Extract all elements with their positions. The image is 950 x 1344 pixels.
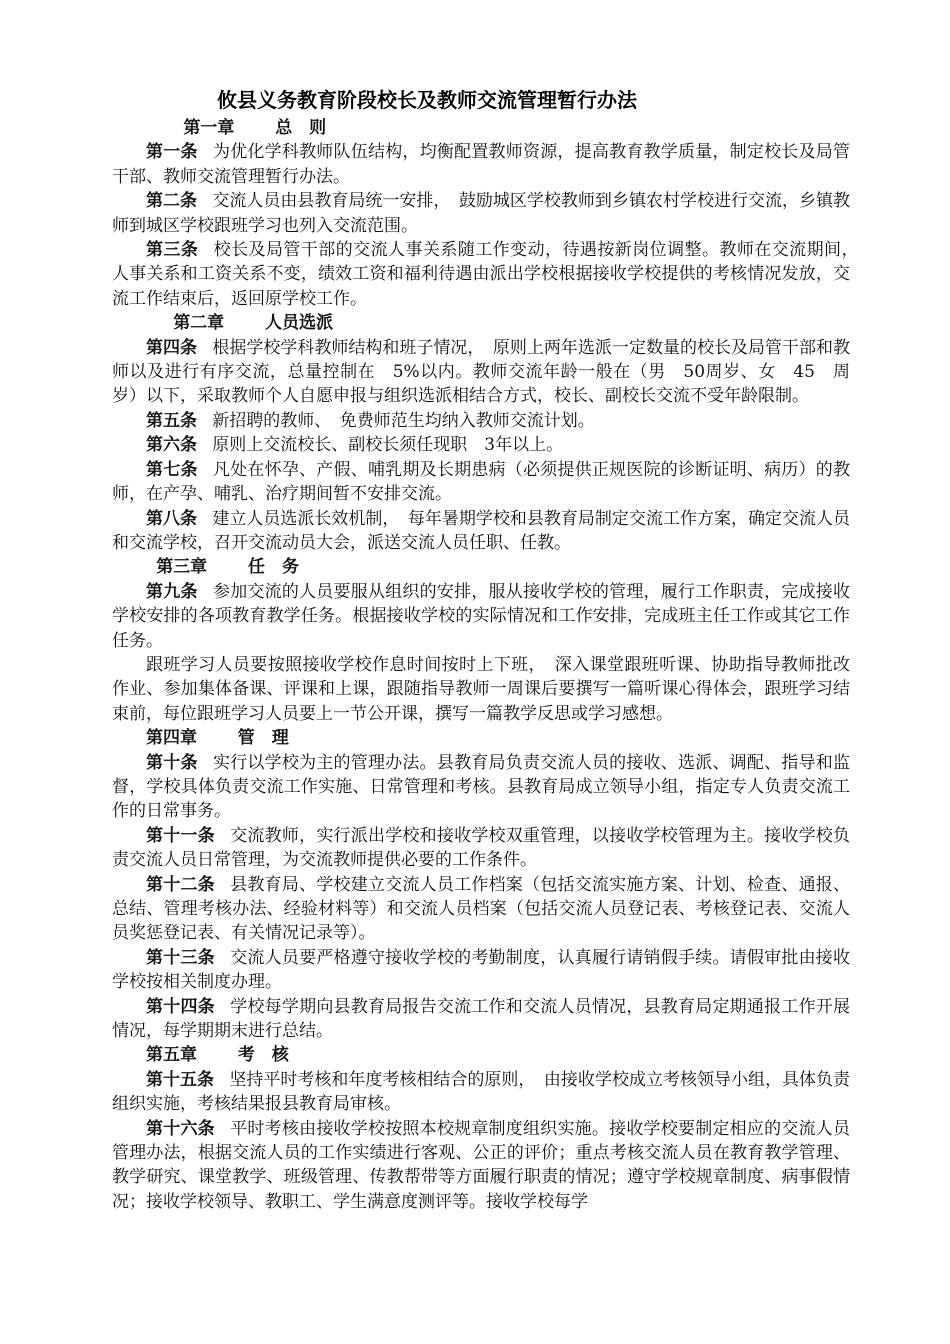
document-page	[112, 84, 868, 1214]
article-paragraph	[112, 433, 850, 457]
chapter-title: 人员选派	[264, 313, 333, 334]
article-text: 建立人员选派长效机制， 每年暑期学校和县教育局制定交流工作方案，确定交流人员和交流学校，召开交流动员大会，派送交流人员任职、任教。	[112, 508, 850, 553]
article-number: 第六条	[146, 435, 197, 456]
chapter-heading	[112, 116, 850, 140]
article-text: 为优化学科教师队伍结构，均衡配置教师资源，提高教育教学质量，制定校长及局管干部、教师交流管理暂行办法。	[112, 142, 851, 187]
article-number: 第五条	[146, 410, 197, 431]
chapter-number: 第五章	[146, 1045, 197, 1066]
article-number: 第二条	[146, 191, 198, 212]
article-paragraph	[112, 458, 850, 507]
article-paragraph	[112, 336, 850, 409]
article-number: 第十三条	[146, 947, 215, 968]
article-paragraph	[112, 140, 850, 189]
article-number: 第十条	[146, 752, 198, 773]
chapter-title: 管 理	[237, 728, 289, 749]
chapter-title: 总 则	[275, 118, 327, 138]
article-number: 第七条	[146, 459, 198, 480]
article-text: 交流人员由县教育局统一安排， 鼓励城区学校教师到乡镇农村学校进行交流，乡镇教师到城区学校跟班学习也列入交流范围。	[112, 191, 850, 236]
article-paragraph	[112, 946, 850, 995]
article-text: 参加交流的人员要服从组织的安排，服从接收学校的管理，履行工作职责，完成接收学校安排的各项教育教学任务。根据接收学校的实际情况和工作安排，完成班主任工作或其它工作任务。	[112, 581, 851, 651]
article-paragraph	[112, 873, 850, 946]
body-paragraph: 跟班学习人员要按照接收学校作息时间按时上下班， 深入课堂跟班听课、协助指导教师批改作业、参加集体备课、评课和上课，跟随指导教师一周课后要撰写一篇听课心得体会，跟班学习结束前，每位跟班学习人员要上一节公开课，撰写一篇教学反思或学习感想。	[112, 654, 850, 724]
article-paragraph	[112, 751, 850, 824]
article-paragraph	[112, 580, 850, 653]
article-number: 第九条	[146, 581, 198, 602]
article-text: 校长及局管干部的交流人事关系随工作变动，待遇按新岗位调整。教师在交流期间， 人事关系和工资关系不变，绩效工资和福利待遇由派出学校根据接收学校提供的考核情况发放，交流工作结束后，返回原学校工作。	[112, 240, 868, 309]
chapter-number: 第二章	[173, 313, 225, 334]
chapter-title: 考 核	[237, 1045, 289, 1066]
article-text: 新招聘的教师、 免费师范生均纳入教师交流计划。	[212, 410, 595, 431]
article-number: 第八条	[146, 508, 198, 529]
article-paragraph	[112, 824, 850, 873]
chapter-heading	[112, 311, 850, 335]
article-text: 实行以学校为主的管理办法。县教育局负责交流人员的接收、选派、调配、指导和监督，学校具体负责交流工作实施、日常管理和考核。县教育局成立领导小组，指定专人负责交流工作的日常事务。	[112, 752, 851, 822]
article-number: 第十六条	[146, 1118, 215, 1139]
document-title: 攸县义务教育阶段校长及教师交流管理暂行办法	[217, 88, 637, 112]
chapter-heading	[112, 555, 850, 579]
chapter-number: 第三章	[156, 557, 208, 578]
article-paragraph	[112, 409, 850, 433]
article-number: 第十五条	[146, 1069, 215, 1090]
article-text: 交流人员要严格遵守接收学校的考勤制度，认真履行请销假手续。请假审批由接收学校按相关制度办理。	[112, 947, 851, 993]
article-paragraph	[112, 1068, 850, 1117]
article-number: 第十四条	[146, 996, 215, 1017]
article-paragraph	[112, 238, 868, 311]
article-text: 原则上交流校长、副校长须任现职 3年以上。	[212, 435, 564, 456]
article-text: 县教育局、学校建立交流人员工作档案（包括交流实施方案、计划、检查、通报、总结、管理考核办法、经验材料等）和交流人员档案（包括交流人员登记表、考核登记表、交流人员奖惩登记表、有关情况记录等）。	[112, 874, 851, 944]
article-text: 根据学校学科教师结构和班子情况， 原则上两年选派一定数量的校长及局管干部和教师以及进行有序交流，总量控制在 5%以内。教师交流年龄一般在（男 50周岁、女 45 周岁）以下，采取教师个人自愿申报与组织选派相结合方式，校长、副校长交流不受年龄限制。	[112, 337, 850, 407]
article-paragraph	[112, 189, 850, 238]
article-number: 第三条	[146, 240, 199, 261]
article-number: 第四条	[146, 337, 198, 358]
chapter-number: 第一章	[183, 118, 235, 138]
chapter-heading	[112, 726, 850, 750]
article-text: 平时考核由接收学校按照本校规章制度组织实施。接收学校要制定相应的交流人员管理办法，根据交流人员的工作实绩进行客观、公正的评价；重点考核交流人员在教育教学管理、教学研究、课堂教学、班级管理、传教帮带等方面履行职责的情况；遵守学校规章制度、病事假情况；接收学校领导、教职工、学生满意度测评等。接收学校每学	[112, 1118, 851, 1212]
article-number: 第十二条	[146, 874, 215, 895]
article-text: 凡处在怀孕、产假、哺乳期及长期患病（必须提供正规医院的诊断证明、病历）的教师，在产孕、哺乳、治疗期间暂不安排交流。	[112, 459, 851, 505]
article-text: 坚持平时考核和年度考核相结合的原则， 由接收学校成立考核领导小组，具体负责组织实施，考核结果报县教育局审核。	[112, 1069, 851, 1115]
article-number: 第十一条	[146, 825, 215, 846]
chapter-number: 第四章	[146, 728, 197, 749]
article-paragraph	[112, 507, 850, 556]
article-number: 第一条	[146, 142, 198, 163]
chapter-title: 任 务	[247, 557, 299, 578]
article-paragraph	[112, 1117, 850, 1215]
article-paragraph	[112, 995, 850, 1044]
chapter-heading	[112, 1043, 850, 1067]
document-body	[112, 116, 868, 1214]
article-text: 交流教师，实行派出学校和接收学校双重管理，以接收学校管理为主。接收学校负责交流人员日常管理，为交流教师提供必要的工作条件。	[112, 825, 851, 871]
article-text: 学校每学期向县教育局报告交流工作和交流人员情况，县教育局定期通报工作开展情况，每学期期末进行总结。	[112, 996, 851, 1042]
